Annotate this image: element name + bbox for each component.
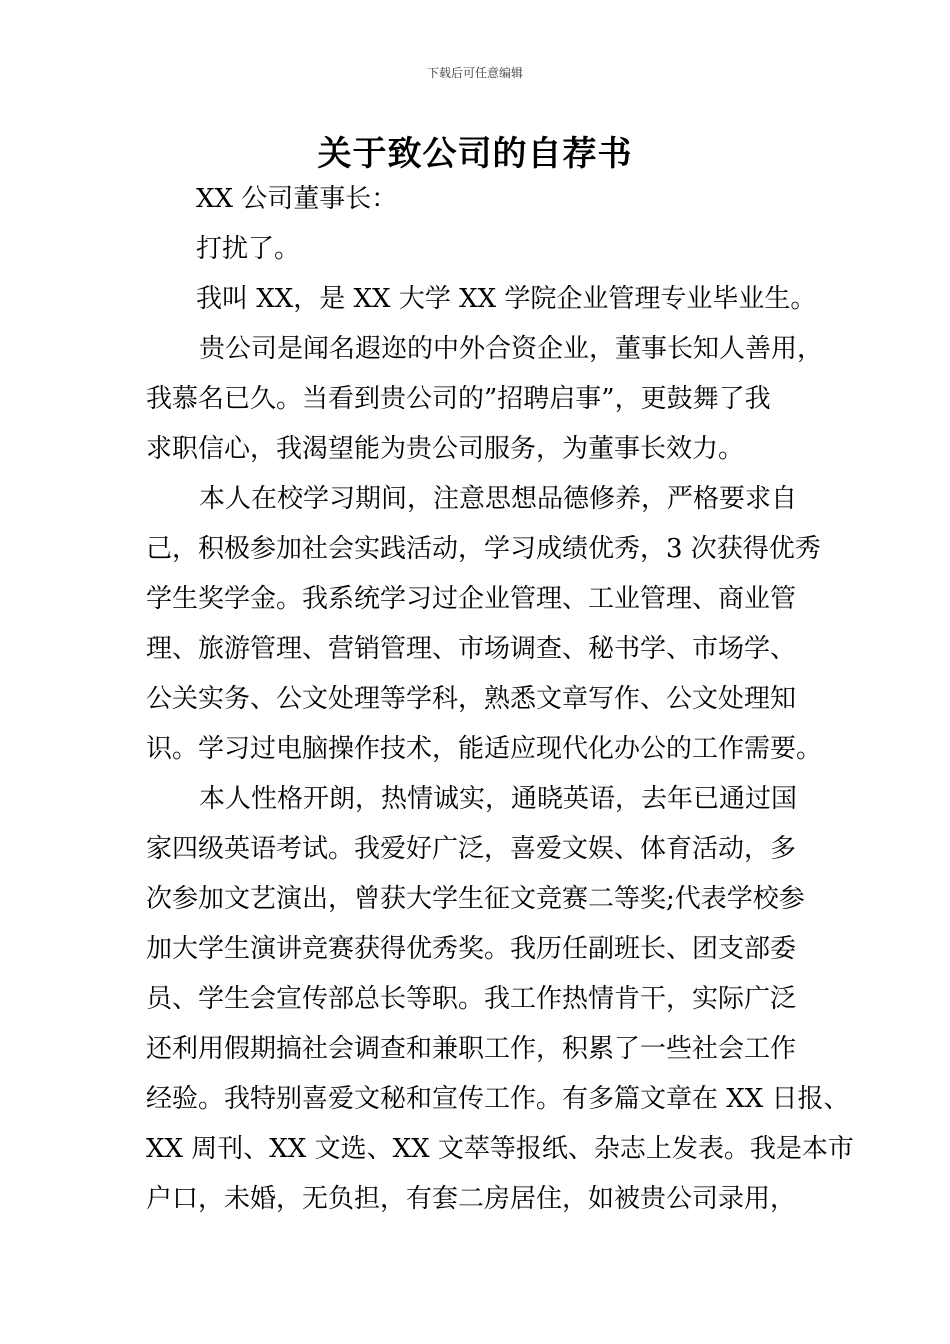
paragraph-line: 次参加文艺演出，曾获大学生征文竞赛二等奖;代表学校参: [146, 884, 805, 914]
paragraph-line: 经验。我特别喜爱文秘和宣传工作。有多篇文章在 XX 日报、: [146, 1084, 850, 1114]
paragraph-line: 己，积极参加社会实践活动，学习成绩优秀，3 次获得优秀: [146, 534, 821, 564]
paragraph-line: 公关实务、公文处理等学科，熟悉文章写作、公文处理知: [146, 684, 797, 714]
paragraph-line: 学生奖学金。我系统学习过企业管理、工业管理、商业管: [146, 584, 797, 614]
paragraph-line: 识。学习过电脑操作技术，能适应现代化办公的工作需要。: [146, 734, 823, 764]
paragraph-line: 加大学生演讲竞赛获得优秀奖。我历任副班长、团支部委: [146, 934, 797, 964]
paragraph-line: 求职信心，我渴望能为贵公司服务，为董事长效力。: [146, 434, 745, 464]
paragraph-line: 我慕名已久。当看到贵公司的”招聘启事”，更鼓舞了我: [146, 384, 771, 414]
greeting-line: 打扰了。: [196, 234, 301, 264]
paragraph-line: XX 周刊、XX 文选、XX 文萃等报纸、杂志上发表。我是本市: [146, 1134, 854, 1164]
paragraph-line: 本人性格开朗，热情诚实，通晓英语，去年已通过国: [199, 784, 798, 814]
paragraph-line: 户口，未婚，无负担，有套二房居住，如被贵公司录用，: [146, 1184, 797, 1214]
page-header: 下载后可任意编辑: [426, 66, 523, 80]
salutation-line: XX 公司董事长：: [196, 184, 398, 214]
paragraph-line: 还利用假期搞社会调查和兼职工作，积累了一些社会工作: [146, 1034, 797, 1064]
paragraph-line: 贵公司是闻名遐迩的中外合资企业，董事长知人善用，: [199, 334, 824, 364]
intro-line: 我叫 XX，是 XX 大学 XX 学院企业管理专业毕业生。: [196, 284, 817, 314]
paragraph-line: 理、旅游管理、营销管理、市场调查、秘书学、市场学、: [146, 634, 797, 664]
paragraph-line: 家四级英语考试。我爱好广泛，喜爱文娱、体育活动，多: [146, 834, 797, 864]
document-title: 关于致公司的自荐书: [317, 134, 633, 174]
paragraph-line: 员、学生会宣传部总长等职。我工作热情肯干，实际广泛: [146, 984, 797, 1014]
paragraph-line: 本人在校学习期间，注意思想品德修养，严格要求自: [199, 484, 798, 514]
